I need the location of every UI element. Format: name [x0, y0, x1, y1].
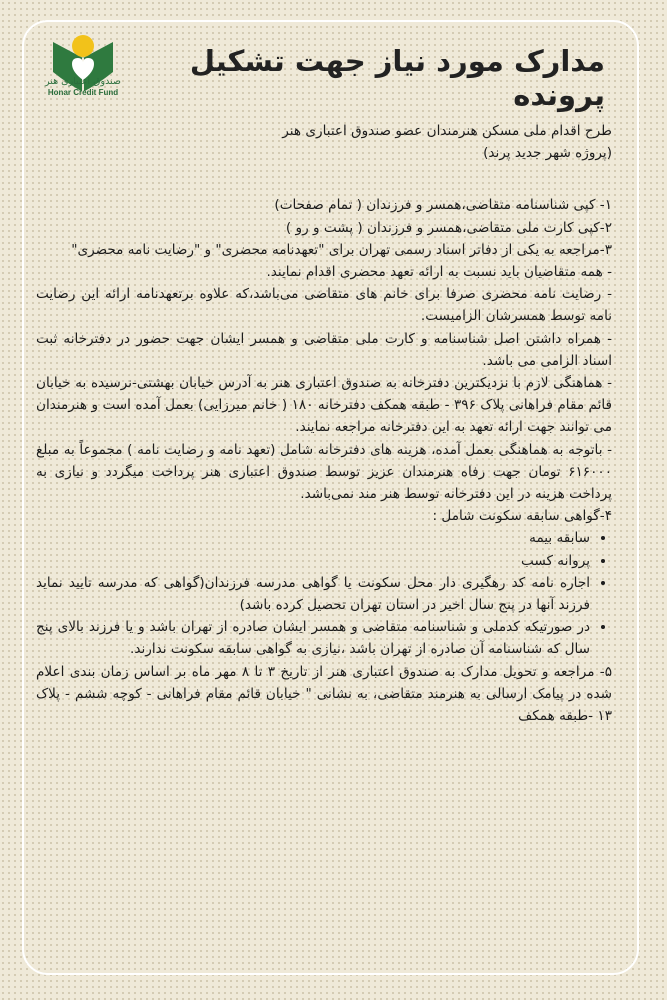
note: - هماهنگی لازم با نزدیکترین دفترخانه به صندوق اعتباری هنر به آدرس خیابان بهشتی-نرسیده به خیابان قائم مقام فراهانی پلاک ۳۹۶ - طبقه همکف دفترخانه ۱۸۰ ( خانم میرزایی) بعمل آمده است و هنرمندان می توانند جهت ارائه تعهد به این دفترخانه مراجعه نمایند.: [36, 375, 612, 436]
item-5: ۵- مراجعه و تحویل مدارک به صندوق اعتباری هنر از تاریخ ۳ تا ۸ مهر ماه بر اساس زمان بندی اعلام شده در پیامک ارسالی به هنرمند متقاضی، به نشانی " خیابان قائم مقام فراهانی - کوچه ششم - پلاک ۱۳ -طبقه همکف: [36, 663, 612, 725]
intro-line: (پروژه شهر جدید پرند): [483, 145, 612, 162]
list-item: • در صورتیکه کدملی و شناسنامه متقاضی و همسر ایشان صادره از تهران باشد و یا فرزند بالای پنج سال که شناسنامه آن صادره از تهران باشد ،نیازی به گواهی سابقه سکونت ندارند.: [36, 616, 590, 660]
list-item: • اجاره نامه کد رهگیری دار محل سکونت یا گواهی مدرسه فرزندان(گواهی که مدرسه تایید نماید فرزند آنها در پنج سال اخیر در استان تهران تحصیل کرده باشد): [36, 572, 590, 616]
item-4-list: [36, 527, 612, 660]
list-item: • پروانه کسب: [36, 550, 590, 572]
note: - همراه داشتن اصل شناسنامه و کارت ملی متقاضی و همسر ایشان جهت حضور در دفترخانه ثبت اسناد الزامی می باشد.: [36, 330, 612, 369]
list-item: • سابقه بیمه: [36, 527, 590, 549]
note: - همه متقاضیان باید نسبت به ارائه تعهد محضری اقدام نمایند.: [266, 264, 612, 281]
note: - رضایت نامه محضری صرفا برای خانم های متقاضی می‌باشد،که علاوه برتعهدنامه ارائه این رضایت نامه توسط همسرشان الزامیست.: [36, 286, 612, 325]
spacer: [36, 164, 612, 194]
logo-name-en: Honar Credit Fund: [47, 88, 119, 97]
note: - باتوجه به هماهنگی بعمل آمده، هزینه های دفترخانه شامل (تعهد نامه و رضایت نامه ) مجموعاً به مبلغ ۶۱۶۰۰۰ تومان جهت رفاه هنرمندان عزیز توسط صندوق اعتباری هنر پرداخت میگردد و نیازی به پرداخت هزینه در این دفترخانه توسط هنر مند نمی‌باشد.: [36, 441, 612, 503]
item-3: ۳-مراجعه به یکی از دفاتر اسناد رسمی تهران برای "تعهدنامه محضری" و "رضایت نامه محضری": [71, 241, 612, 258]
item-2: ۲-کپی کارت ملی متقاضی،همسر و فرزندان ( پشت و رو ): [285, 219, 612, 236]
item-1: ۱- کپی شناسنامه متقاضی،همسر و فرزندان ( تمام صفحات): [274, 197, 612, 214]
logo-name-fa: صندوق اعتباری هنر: [45, 76, 121, 87]
intro-line: طرح اقدام ملی مسکن هنرمندان عضو صندوق اعتباری هنر: [282, 123, 612, 139]
item-4-heading: ۴-گواهی سابقه سکونت شامل :: [432, 508, 612, 525]
document-body: [36, 120, 612, 727]
page-title: مدارک مورد نیاز جهت تشکیل پرونده: [189, 44, 605, 112]
